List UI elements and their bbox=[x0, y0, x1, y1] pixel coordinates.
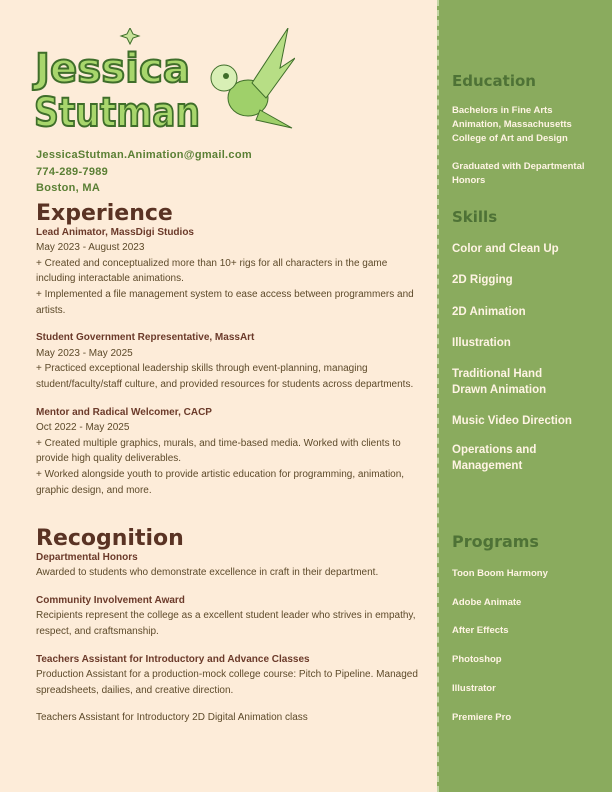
skill-item: Music Video Direction bbox=[452, 415, 572, 427]
experience-entry bbox=[36, 405, 426, 499]
dates: Oct 2022 - May 2025 bbox=[36, 422, 130, 434]
bullet: + Worked alongside youth to provide artistic education for programming, animation, graphic design, and more. bbox=[36, 468, 405, 496]
location: Boston, MA bbox=[36, 182, 101, 194]
bullet: + Created and conceptualized more than 10+ rigs for all characters in the game including interactable animations. bbox=[36, 257, 388, 285]
role: Student Government Representative, MassArt bbox=[36, 332, 255, 344]
experience-section bbox=[36, 201, 426, 510]
skill-item: 2D Rigging bbox=[452, 274, 513, 286]
dates: May 2023 - May 2025 bbox=[36, 347, 133, 359]
logo-first-name: Jessica bbox=[31, 46, 190, 92]
award-text: Recipients represent the college as a excellent student leader who strives in empathy, respect, and craftsmanship. bbox=[36, 610, 416, 637]
award-title: Teachers Assistant for Introductory and Advance Classes bbox=[36, 653, 310, 665]
award-extra: Teachers Assistant for Introductory 2D Digital Animation class bbox=[36, 712, 308, 724]
award-title: Departmental Honors bbox=[36, 551, 138, 563]
logo-last-name: Stutman bbox=[34, 90, 200, 132]
experience-entry bbox=[36, 225, 426, 319]
skills-heading: Skills bbox=[452, 208, 498, 226]
role: Mentor and Radical Welcomer, CACP bbox=[36, 406, 212, 418]
experience-heading: Experience bbox=[36, 201, 173, 226]
recognition-entry bbox=[36, 550, 426, 581]
award-text: Awarded to students who demonstrate excellence in craft in their department. bbox=[36, 567, 379, 579]
recognition-entry bbox=[36, 593, 426, 640]
role: Lead Animator, MassDigi Studios bbox=[36, 226, 194, 238]
bullet: + Implemented a file management system to ease access between programmers and artists. bbox=[36, 288, 414, 316]
skill-item: 2D Animation bbox=[452, 306, 526, 318]
recognition-heading: Recognition bbox=[36, 526, 184, 551]
program-item: After Effects bbox=[452, 625, 509, 636]
sparkle-icon bbox=[121, 28, 139, 44]
program-item: Illustrator bbox=[452, 683, 496, 694]
program-item: Adobe Animate bbox=[452, 597, 522, 608]
logo-illustration bbox=[30, 28, 295, 132]
programs-heading: Programs bbox=[452, 532, 539, 551]
email-link[interactable]: JessicaStutman.Animation@gmail.com bbox=[36, 149, 252, 161]
program-item: Premiere Pro bbox=[452, 712, 512, 723]
skill-item: Illustration bbox=[452, 337, 511, 349]
recognition-section bbox=[36, 526, 426, 726]
education-heading: Education bbox=[452, 72, 536, 90]
skill-item: Traditional Hand Drawn Animation bbox=[452, 368, 547, 396]
contact-info bbox=[36, 147, 252, 197]
program-item: Toon Boom Harmony bbox=[452, 568, 548, 579]
award-text: Production Assistant for a production-mock college course: Pitch to Pipeline. Managed spreadsheets, dailies, and creative direction. bbox=[36, 669, 418, 696]
skill-item: Operations and Management bbox=[452, 444, 537, 472]
phone: 774-289-7989 bbox=[36, 165, 109, 178]
honors: Graduated with Departmental Honors bbox=[452, 161, 585, 186]
dates: May 2023 - August 2023 bbox=[36, 242, 145, 254]
experience-entry bbox=[36, 330, 426, 392]
award-title: Community Involvement Award bbox=[36, 594, 185, 606]
bullet: + Practiced exceptional leadership skills through event-planning, managing student/faculty/staff culture, and provided resources for students across departments. bbox=[36, 363, 414, 390]
degree: Bachelors in Fine Arts Animation, Massachusetts College of Art and Design bbox=[452, 105, 572, 144]
recognition-entry bbox=[36, 652, 426, 699]
bullet: + Created multiple graphics, murals, and time-based media. Worked with clients to provide high quality deliverables. bbox=[36, 437, 401, 465]
program-item: Photoshop bbox=[452, 654, 502, 665]
parrot-icon bbox=[211, 28, 295, 128]
skill-item: Color and Clean Up bbox=[452, 243, 559, 255]
sidebar bbox=[437, 0, 612, 792]
